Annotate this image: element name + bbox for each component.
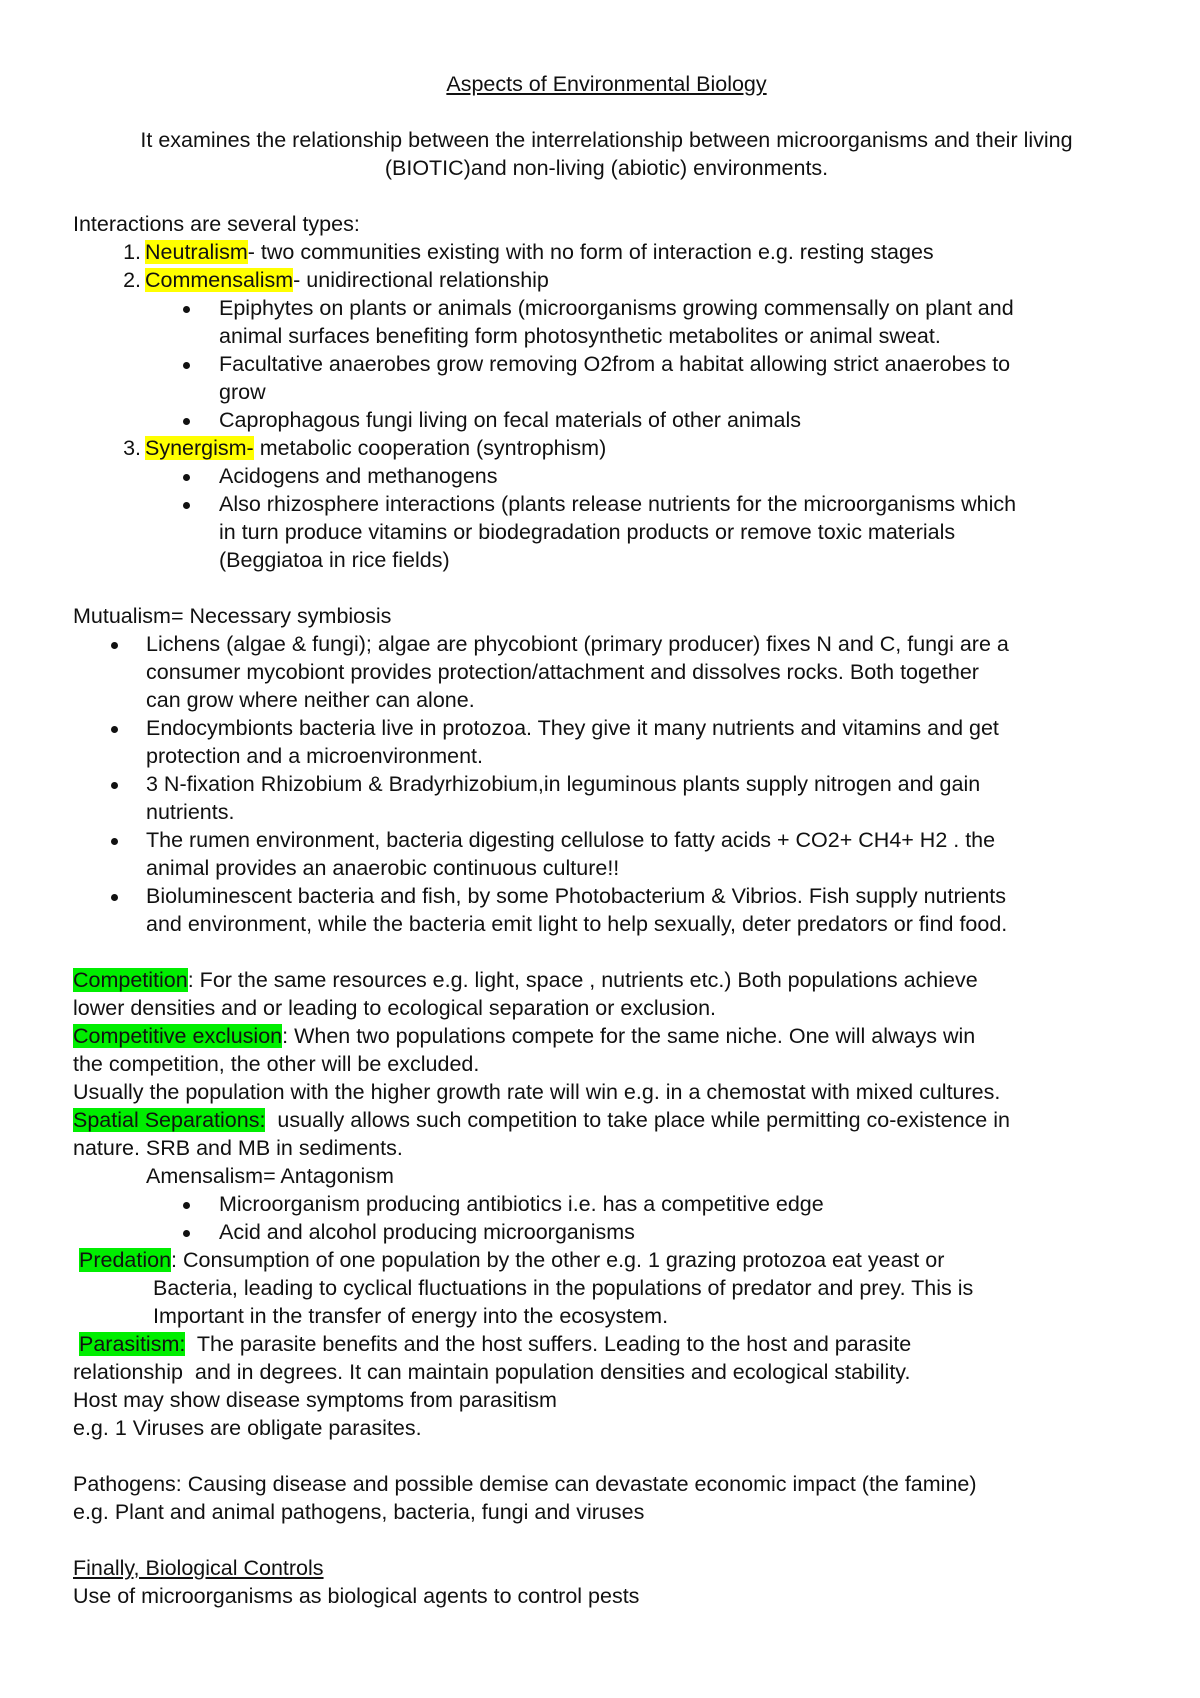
exclusion-line-1: Competitive exclusion: When two populations compete for the same niche. One will always win [73,1024,976,1048]
list-item-commensalism: 2. Commensalism- unidirectional relationship [73,266,1140,294]
bullet-icon [183,406,190,434]
term-competitive-exclusion: Competitive exclusion [73,1024,283,1048]
list-item-synergism: 3. Synergism- metabolic cooperation (syntrophism) [73,434,1140,462]
parasitism-line-3: Host may show disease symptoms from parasitism [73,1388,557,1412]
interactions-heading: Interactions are several types: [73,212,360,236]
bullet-item: Epiphytes on plants or animals (microorganisms growing commensally on plant and animal surfaces benefiting form photosynthetic metabolites or animal sweat. [73,294,1140,350]
bullet-icon [111,882,118,910]
pathogens-line-1: Pathogens: Causing disease and possible demise can devastate economic impact (the famine) [73,1472,977,1496]
term-neutralism: Neutralism [145,240,248,264]
spatial-line-2: nature. SRB and MB in sediments. [73,1136,403,1160]
parasitism-line-2: relationship and in degrees. It can maintain population densities and ecological stability. [73,1360,911,1384]
bullet-item: The rumen environment, bacteria digesting cellulose to fatty acids + CO2+ CH4+ H2 . the animal provides an anaerobic continuous culture!! [73,826,1140,882]
page-title: Aspects of Environmental Biology [446,72,767,96]
intro-line-2: (BIOTIC)and non-living (abiotic) environments. [384,156,829,180]
parasitism-line-4: e.g. 1 Viruses are obligate parasites. [73,1416,422,1440]
controls-line-1: Use of microorganisms as biological agents to control pests [73,1584,640,1608]
amensalism-heading: Amensalism= Antagonism [146,1164,394,1188]
controls-heading: Finally, Biological Controls [73,1556,324,1580]
bullet-icon [183,490,190,518]
term-commensalism: Commensalism [145,268,294,292]
bullet-item: Microorganism producing antibiotics i.e. has a competitive edge [73,1190,1140,1218]
predation-line-1: Predation: Consumption of one population by the other e.g. 1 grazing protozoa eat yeast or [79,1248,945,1272]
intro-line-1: It examines the relationship between the interrelationship between microorganisms and their living [140,128,1073,152]
competition-line-2: lower densities and or leading to ecological separation or exclusion. [73,996,716,1020]
list-item-neutralism: 1. Neutralism- two communities existing with no form of interaction e.g. resting stages [73,238,1140,266]
bullet-item: Acid and alcohol producing microorganisms [73,1218,1140,1246]
list-number: 2. [123,268,141,292]
spatial-line-1: Spatial Separations: usually allows such competition to take place while permitting co-existence in [73,1108,1010,1132]
pathogens-line-2: e.g. Plant and animal pathogens, bacteria, fungi and viruses [73,1500,645,1524]
bullet-item: Bioluminescent bacteria and fish, by some Photobacterium & Vibrios. Fish supply nutrients and environment, while the bacteria emit light to help sexually, deter predators or find food. [73,882,1140,938]
bullet-icon [111,714,118,742]
list-number: 1. [123,240,141,264]
exclusion-line-2: the competition, the other will be excluded. [73,1052,480,1076]
term-predation: Predation [79,1248,172,1272]
term-spatial-separations: Spatial Separations: [73,1108,266,1132]
predation-line-3: Important in the transfer of energy into the ecosystem. [153,1304,669,1328]
bullet-item: Caprophagous fungi living on fecal materials of other animals [73,406,1140,434]
term-synergism: Synergism- [145,436,254,460]
list-number: 3. [123,436,141,460]
bullet-item: Lichens (algae & fungi); algae are phycobiont (primary producer) fixes N and C, fungi are a consumer mycobiont provides protection/attachment and dissolves rocks. Both together can grow where neither can alone. [73,630,1140,714]
bullet-item: Also rhizosphere interactions (plants release nutrients for the microorganisms which in turn produce vitamins or biodegradation products or remove toxic materials (Beggiatoa in rice fields) [73,490,1140,574]
bullet-icon [183,462,190,490]
term-competition: Competition [73,968,188,992]
bullet-icon [183,350,190,378]
term-parasitism: Parasitism: [79,1332,186,1356]
bullet-icon [111,826,118,854]
predation-line-2: Bacteria, leading to cyclical fluctuations in the populations of predator and prey. This is [153,1276,974,1300]
bullet-item: Facultative anaerobes grow removing O2from a habitat allowing strict anaerobes to grow [73,350,1140,406]
bullet-icon [111,630,118,658]
competition-line-1: Competition: For the same resources e.g. light, space , nutrients etc.) Both populations achieve [73,968,978,992]
bullet-item: Acidogens and methanogens [73,462,1140,490]
bullet-icon [183,294,190,322]
bullet-item: Endocymbionts bacteria live in protozoa. They give it many nutrients and vitamins and get protection and a microenvironment. [73,714,1140,770]
parasitism-line-1: Parasitism: The parasite benefits and the host suffers. Leading to the host and parasite [79,1332,912,1356]
bullet-icon [183,1218,190,1246]
bullet-icon [183,1190,190,1218]
exclusion-line-3: Usually the population with the higher growth rate will win e.g. in a chemostat with mixed cultures. [73,1080,1001,1104]
bullet-item: 3 N-fixation Rhizobium & Bradyrhizobium,in leguminous plants supply nitrogen and gain nutrients. [73,770,1140,826]
bullet-icon [111,770,118,798]
mutualism-heading: Mutualism= Necessary symbiosis [73,604,392,628]
